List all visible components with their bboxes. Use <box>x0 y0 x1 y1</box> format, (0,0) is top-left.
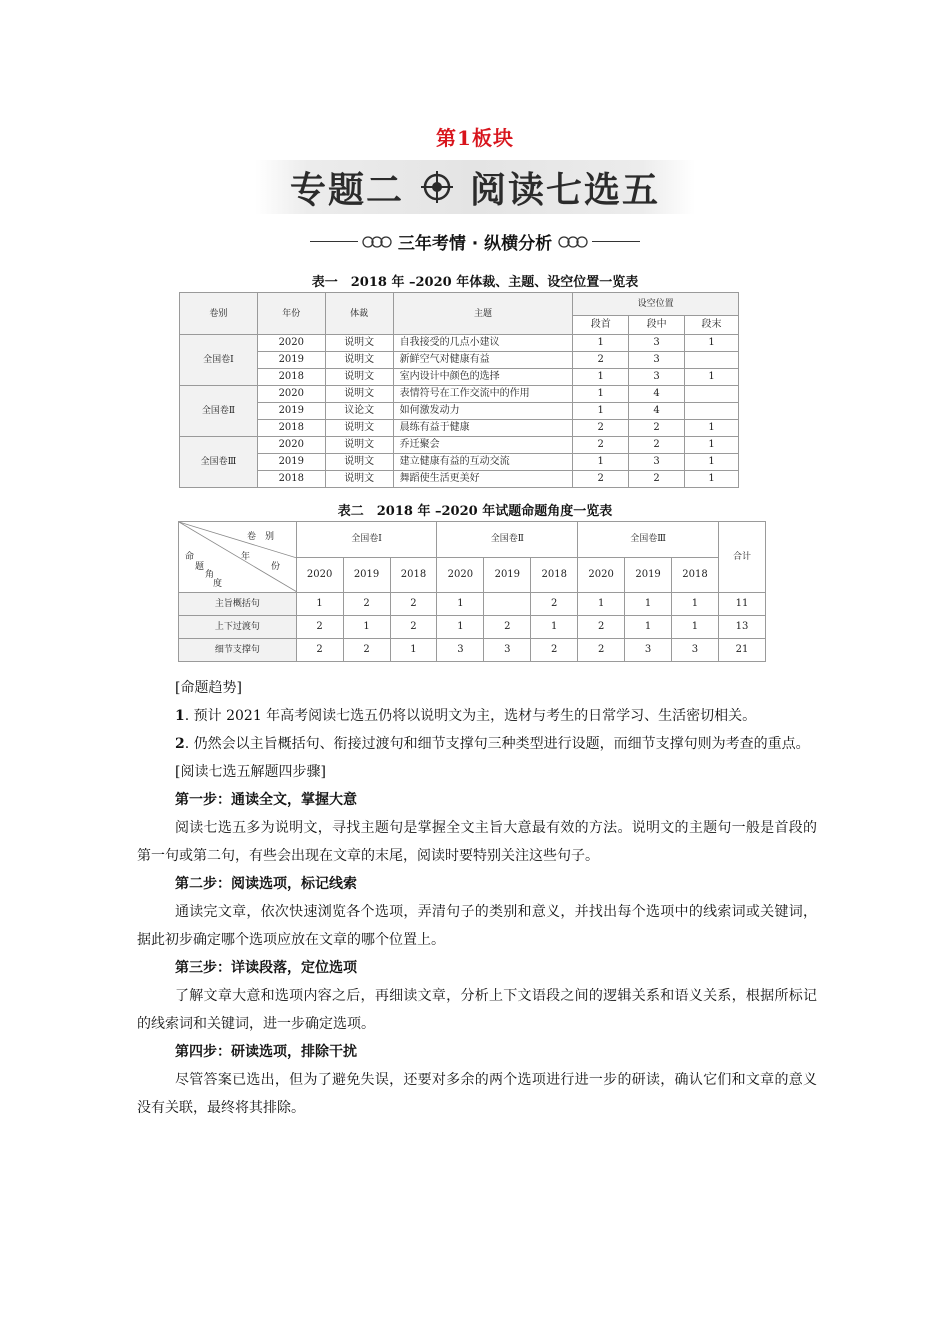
trend-item-1-text: . 预计 2021 年高考阅读七选五仍将以说明文为主，选材与考生的日常学习、生活密切相关。 <box>184 708 757 724</box>
t2-total-cell: 13 <box>718 616 765 639</box>
t2-value-cell: 2 <box>390 616 437 639</box>
t2-row <box>179 593 766 616</box>
t2-group-3: 全国卷Ⅲ <box>578 522 719 558</box>
t1-cell-mid: 4 <box>629 386 685 403</box>
t2-diag-nian: 年 <box>241 552 251 562</box>
step-text: 尽管答案已选出，但为了避免失误，还要对多余的两个选项进行进一步的研读，确认它们和文章的意义没有关联，最终将其排除。 <box>137 1072 817 1116</box>
rings-icon-left <box>362 234 392 248</box>
t1-header-position: 设空位置 <box>573 293 739 316</box>
t1-row <box>180 335 739 352</box>
t2-value-cell: 2 <box>296 616 343 639</box>
t1-cell-year: 2020 <box>257 335 325 352</box>
t1-row <box>180 352 739 369</box>
t1-row <box>180 454 739 471</box>
t2-diag-juan: 卷 别 <box>247 532 275 542</box>
t2-row-label: 主旨概括句 <box>179 593 297 616</box>
t2-value-cell: 1 <box>390 639 437 662</box>
t1-cell-first: 2 <box>573 471 629 488</box>
t1-cell-mid: 3 <box>629 454 685 471</box>
t1-cell-end: 1 <box>685 335 739 352</box>
trend-item-2 <box>137 730 817 758</box>
t2-value-cell: 2 <box>484 616 531 639</box>
section-label: 三年考情 · 纵横分析 <box>397 233 553 254</box>
t2-year-cell: 2019 <box>484 557 531 593</box>
t2-diag-fen: 份 <box>271 562 281 572</box>
t1-group-name: 全国卷Ⅰ <box>180 335 258 386</box>
t2-value-cell: 2 <box>578 639 625 662</box>
t1-cell-year: 2019 <box>257 352 325 369</box>
t1-cell-mid: 3 <box>629 352 685 369</box>
step-title: 第一步：通读全文，掌握大意 <box>175 792 357 808</box>
t1-cell-first: 1 <box>573 386 629 403</box>
topic-name: 阅读七选五 <box>470 169 661 211</box>
t2-year-cell: 2018 <box>390 557 437 593</box>
t2-diag-angle-1: 题 <box>195 562 205 572</box>
rings-icon-right <box>558 234 588 248</box>
t1-cell-year: 2020 <box>257 437 325 454</box>
t1-cell-topic: 建立健康有益的互动交流 <box>393 454 573 471</box>
t1-cell-year: 2019 <box>257 403 325 420</box>
t2-value-cell: 2 <box>296 639 343 662</box>
t2-row-label: 细节支撑句 <box>179 639 297 662</box>
crosshair-icon <box>420 170 454 204</box>
t1-cell-topic: 新鲜空气对健康有益 <box>393 352 573 369</box>
t1-cell-year: 2018 <box>257 471 325 488</box>
t1-cell-end: 1 <box>685 369 739 386</box>
t2-value-cell: 1 <box>343 616 390 639</box>
t2-value-cell: 3 <box>625 639 672 662</box>
t2-row <box>179 616 766 639</box>
t2-year-cell: 2019 <box>625 557 672 593</box>
t1-cell-genre: 说明文 <box>325 454 393 471</box>
t1-cell-genre: 说明文 <box>325 386 393 403</box>
table1 <box>179 292 739 488</box>
step-text: 阅读七选五多为说明文，寻找主题句是掌握全文主旨大意最有效的方法。说明文的主题句一般是首段的第一句或第二句，有些会出现在文章的末尾，阅读时要特别关注这些句子。 <box>137 820 817 864</box>
t1-cell-first: 2 <box>573 437 629 454</box>
t2-value-cell: 3 <box>484 639 531 662</box>
t2-value-cell: 3 <box>437 639 484 662</box>
t1-header-genre: 体裁 <box>325 293 393 335</box>
t2-value-cell: 3 <box>672 639 719 662</box>
divider-line-left <box>310 241 358 242</box>
t2-value-cell <box>484 593 531 616</box>
t1-cell-genre: 说明文 <box>325 420 393 437</box>
t2-value-cell: 2 <box>531 593 578 616</box>
t1-header-year: 年份 <box>257 293 325 335</box>
t1-cell-first: 1 <box>573 369 629 386</box>
step-title: 第四步：研读选项，排除干扰 <box>175 1044 357 1060</box>
t2-year-cell: 2018 <box>531 557 578 593</box>
t2-row <box>179 639 766 662</box>
t1-header-juan: 卷别 <box>180 293 258 335</box>
trend-section <box>137 674 817 1122</box>
t1-cell-topic: 乔迁聚会 <box>393 437 573 454</box>
t1-row <box>180 369 739 386</box>
t1-cell-topic: 自我接受的几点小建议 <box>393 335 573 352</box>
t2-value-cell: 1 <box>672 593 719 616</box>
t1-header-topic: 主题 <box>393 293 573 335</box>
t2-total-cell: 21 <box>718 639 765 662</box>
t2-value-cell: 1 <box>625 616 672 639</box>
table2-caption: 表二 2018 年 –2020 年试题命题角度一览表 <box>337 504 613 519</box>
t1-cell-first: 1 <box>573 454 629 471</box>
t2-value-cell: 2 <box>343 593 390 616</box>
t1-header-first: 段首 <box>573 316 629 335</box>
t2-diag-angle-0: 命 <box>185 552 195 562</box>
trend-item-1-num: 1 <box>175 708 185 724</box>
t1-cell-mid: 3 <box>629 335 685 352</box>
step-title: 第三步：详读段落，定位选项 <box>175 960 357 976</box>
t1-cell-first: 2 <box>573 352 629 369</box>
topic-prefix: 专题二 <box>289 169 404 211</box>
trend-item-1 <box>137 702 817 730</box>
table1-caption: 表一 2018 年 –2020 年体裁、主题、设空位置一览表 <box>311 275 639 290</box>
t2-diagonal-header <box>179 522 297 593</box>
t1-cell-topic: 舞蹈使生活更美好 <box>393 471 573 488</box>
t1-cell-mid: 2 <box>629 471 685 488</box>
t1-cell-year: 2019 <box>257 454 325 471</box>
t2-value-cell: 1 <box>578 593 625 616</box>
trend-item-2-num: 2 <box>175 736 185 752</box>
t1-cell-end: 1 <box>685 454 739 471</box>
t1-cell-topic: 表情符号在工作交流中的作用 <box>393 386 573 403</box>
t1-cell-mid: 3 <box>629 369 685 386</box>
t1-cell-genre: 议论文 <box>325 403 393 420</box>
t2-diag-angle-2: 角 <box>205 570 215 580</box>
t2-value-cell: 1 <box>296 593 343 616</box>
t2-value-cell: 1 <box>625 593 672 616</box>
t2-year-cell: 2020 <box>578 557 625 593</box>
t1-cell-first: 2 <box>573 420 629 437</box>
t1-cell-end <box>685 352 739 369</box>
t2-year-cell: 2020 <box>437 557 484 593</box>
t1-cell-genre: 说明文 <box>325 471 393 488</box>
t1-cell-mid: 2 <box>629 437 685 454</box>
t1-cell-end <box>685 386 739 403</box>
t1-cell-year: 2020 <box>257 386 325 403</box>
t1-cell-genre: 说明文 <box>325 437 393 454</box>
t2-value-cell: 1 <box>531 616 578 639</box>
t2-year-cell: 2018 <box>672 557 719 593</box>
t2-value-cell: 1 <box>437 616 484 639</box>
t1-row <box>180 471 739 488</box>
t2-value-cell: 2 <box>390 593 437 616</box>
diagonal-lines <box>179 522 297 592</box>
step-text: 了解文章大意和选项内容之后，再细读文章，分析上下文语段之间的逻辑关系和语义关系，根据所标记的线索词和关键词，进一步确定选项。 <box>137 988 817 1032</box>
t2-group-2: 全国卷Ⅱ <box>437 522 578 558</box>
t1-cell-end: 1 <box>685 420 739 437</box>
steps-list <box>137 786 817 1122</box>
t1-row <box>180 420 739 437</box>
t2-total-cell: 11 <box>718 593 765 616</box>
section-divider <box>310 228 640 254</box>
t2-year-cell: 2019 <box>343 557 390 593</box>
t2-diag-angle-3: 度 <box>213 579 223 589</box>
t1-cell-end <box>685 403 739 420</box>
table2-body <box>179 522 766 662</box>
t2-value-cell: 2 <box>578 616 625 639</box>
t1-group-name: 全国卷Ⅱ <box>180 386 258 437</box>
t1-cell-genre: 说明文 <box>325 352 393 369</box>
t1-cell-topic: 晨练有益于健康 <box>393 420 573 437</box>
t2-value-cell: 2 <box>531 639 578 662</box>
t2-value-cell: 1 <box>437 593 484 616</box>
t2-total-header: 合计 <box>718 522 765 593</box>
t1-cell-year: 2018 <box>257 420 325 437</box>
t1-cell-genre: 说明文 <box>325 369 393 386</box>
step-text: 通读完文章，依次快速浏览各个选项，弄清句子的类别和意义，并找出每个选项中的线索词或关键词，据此初步确定哪个选项应放在文章的哪个位置上。 <box>137 904 817 948</box>
trend-heading: [命题趋势] <box>175 680 242 696</box>
t2-value-cell: 2 <box>343 639 390 662</box>
steps-heading: [阅读七选五解题四步骤] <box>175 764 326 780</box>
t1-row <box>180 437 739 454</box>
t1-row <box>180 386 739 403</box>
table1-body <box>180 335 739 488</box>
block-title: 第1板块 <box>436 126 514 150</box>
t1-group-name: 全国卷Ⅲ <box>180 437 258 488</box>
t1-cell-mid: 4 <box>629 403 685 420</box>
t1-row <box>180 403 739 420</box>
t1-header-mid: 段中 <box>629 316 685 335</box>
t1-cell-end: 1 <box>685 437 739 454</box>
t1-cell-topic: 如何激发动力 <box>393 403 573 420</box>
t1-cell-genre: 说明文 <box>325 335 393 352</box>
t2-group-1: 全国卷Ⅰ <box>296 522 437 558</box>
t1-cell-first: 1 <box>573 403 629 420</box>
divider-line-right <box>592 241 640 242</box>
t1-header-end: 段末 <box>685 316 739 335</box>
t2-row-label: 上下过渡句 <box>179 616 297 639</box>
topic-banner <box>255 160 695 214</box>
t1-cell-year: 2018 <box>257 369 325 386</box>
t2-value-cell: 1 <box>672 616 719 639</box>
t2-year-cell: 2020 <box>296 557 343 593</box>
step-title: 第二步：阅读选项，标记线索 <box>175 876 357 892</box>
t1-cell-first: 1 <box>573 335 629 352</box>
t1-cell-mid: 2 <box>629 420 685 437</box>
trend-item-2-text: . 仍然会以主旨概括句、衔接过渡句和细节支撑句三种类型进行设题，而细节支撑句则为考查的重点。 <box>184 736 810 752</box>
table2 <box>178 521 766 662</box>
t1-cell-topic: 室内设计中颜色的选择 <box>393 369 573 386</box>
t1-cell-end: 1 <box>685 471 739 488</box>
